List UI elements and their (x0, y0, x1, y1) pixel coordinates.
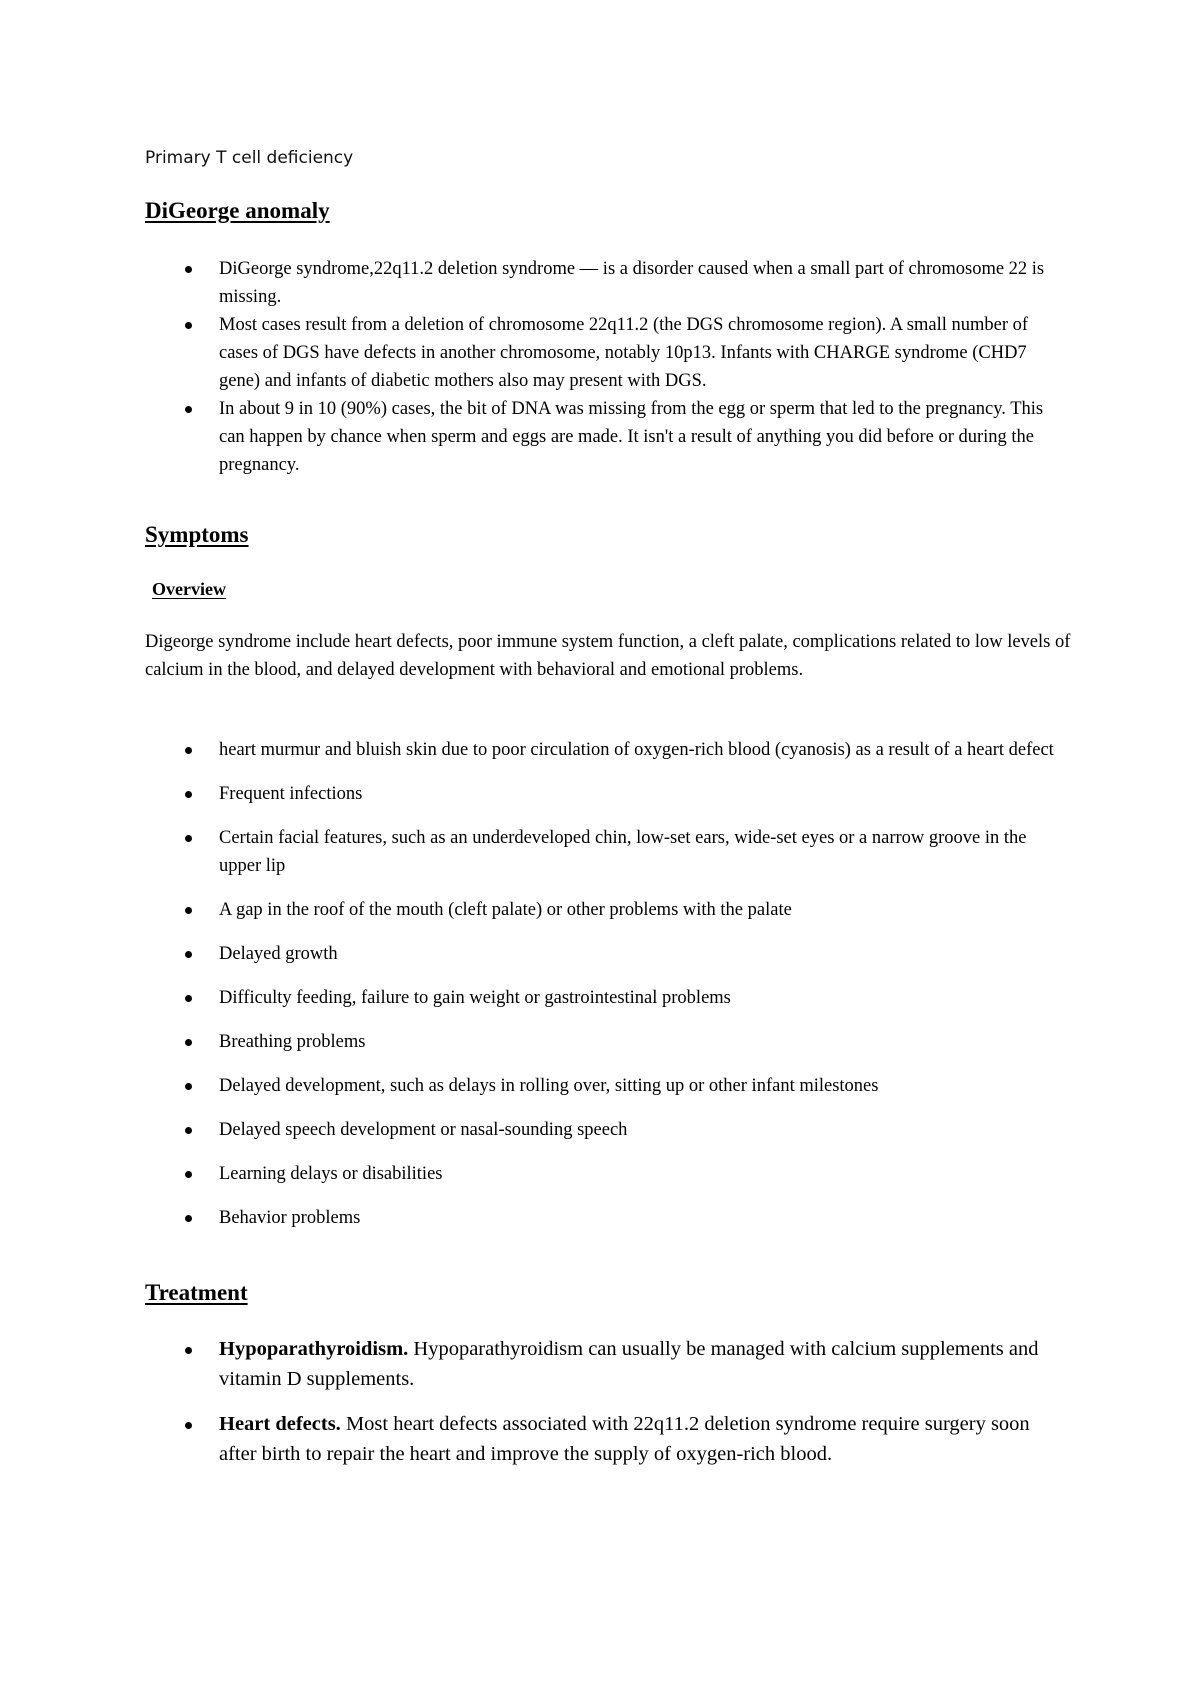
document-title: Primary T cell deficiency (145, 148, 354, 168)
bullet-icon (185, 951, 192, 958)
symptoms-bullet-list (145, 736, 1065, 1248)
list-item (145, 255, 1065, 311)
list-item-text: heart murmur and bluish skin due to poor circulation of oxygen-rich blood (cyanosis) as a result of a heart defect (219, 740, 1054, 760)
treatment-text: Hypoparathyroidism can usually be managed with calcium supplements and vitamin D supplements. (219, 1338, 1039, 1390)
digeorge-bullet-list (145, 255, 1065, 479)
list-item-text: A gap in the roof of the mouth (cleft palate) or other problems with the palate (219, 900, 792, 920)
bullet-icon (185, 1039, 192, 1046)
list-item (145, 824, 1065, 880)
list-item (145, 1072, 1065, 1100)
list-item (145, 1409, 1065, 1469)
list-item (145, 395, 1065, 479)
list-item (145, 780, 1065, 808)
list-item-text: In about 9 in 10 (90%) cases, the bit of DNA was missing from the egg or sperm that led to the pregnancy. This can happen by chance when sperm and eggs are made. It isn't a result of anything you did before or during the pregnancy. (219, 399, 1044, 475)
bullet-icon (185, 835, 192, 842)
bullet-icon (185, 1127, 192, 1134)
bullet-icon (185, 1083, 192, 1090)
list-item-text: Certain facial features, such as an underdeveloped chin, low-set ears, wide-set eyes or a narrow groove in the upper lip (219, 828, 1027, 876)
bullet-icon (185, 907, 192, 914)
bullet-icon (185, 1215, 192, 1222)
list-item-text: DiGeorge syndrome,22q11.2 deletion syndrome — is a disorder caused when a small part of chromosome 22 is missing. (219, 259, 1045, 307)
list-item-text: Learning delays or disabilities (219, 1164, 443, 1184)
list-item (145, 736, 1065, 764)
bullet-icon (185, 322, 192, 329)
bullet-icon (185, 266, 192, 273)
list-item (145, 1116, 1065, 1144)
digeorge-heading: DiGeorge anomaly (145, 198, 330, 223)
list-item-text: Delayed development, such as delays in rolling over, sitting up or other infant milestones (219, 1076, 879, 1096)
bullet-icon (185, 1347, 192, 1354)
list-item (145, 1160, 1065, 1188)
bullet-icon (185, 995, 192, 1002)
list-item (145, 940, 1065, 968)
treatment-bullet-list (145, 1334, 1065, 1484)
symptoms-heading: Symptoms (145, 522, 249, 547)
bullet-icon (185, 406, 192, 413)
treatment-text: Most heart defects associated with 22q11.2 deletion syndrome require surgery soon after birth to repair the heart and improve the supply of oxygen-rich blood. (219, 1413, 1030, 1465)
symptoms-paragraph: Digeorge syndrome include heart defects, poor immune system function, a cleft palate, complications related to low levels of calcium in the blood, and delayed development with behavioral and emotional problems. (145, 632, 1071, 680)
list-item (145, 1028, 1065, 1056)
bullet-icon (185, 747, 192, 754)
bullet-icon (185, 1422, 192, 1429)
treatment-term: Heart defects. (219, 1413, 341, 1435)
list-item-text: Delayed growth (219, 944, 338, 964)
treatment-heading: Treatment (145, 1280, 248, 1305)
bullet-icon (185, 1171, 192, 1178)
list-item (145, 896, 1065, 924)
overview-subheading: Overview (152, 579, 226, 599)
list-item-text: Delayed speech development or nasal-sounding speech (219, 1120, 628, 1140)
list-item (145, 1334, 1065, 1394)
treatment-term: Hypoparathyroidism. (219, 1338, 409, 1360)
bullet-icon (185, 791, 192, 798)
list-item-text: Behavior problems (219, 1208, 361, 1228)
list-item-text: Breathing problems (219, 1032, 366, 1052)
list-item (145, 1204, 1065, 1232)
list-item-text: Difficulty feeding, failure to gain weight or gastrointestinal problems (219, 988, 731, 1008)
list-item (145, 311, 1065, 395)
list-item-text: Frequent infections (219, 784, 363, 804)
list-item (145, 984, 1065, 1012)
list-item-text: Most cases result from a deletion of chromosome 22q11.2 (the DGS chromosome region). A small number of cases of DGS have defects in another chromosome, notably 10p13. Infants with CHARGE syndrome (CHD7 gene) and infants of diabetic mothers also may present with DGS. (219, 315, 1029, 391)
